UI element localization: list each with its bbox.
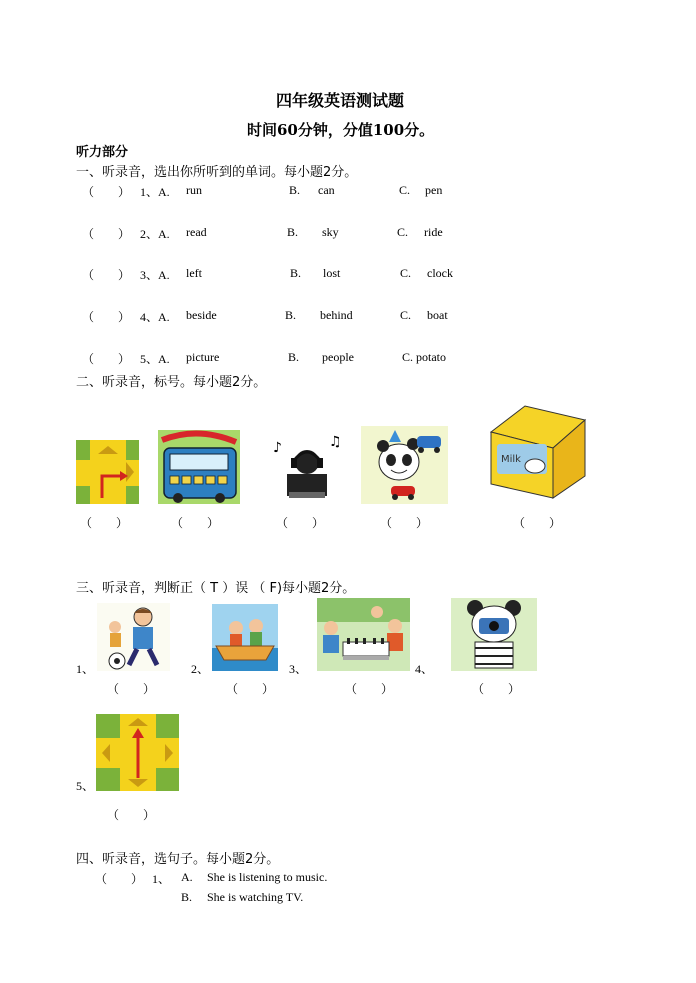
item-number: 3、 <box>289 662 308 676</box>
football-picture <box>97 603 170 671</box>
answer-blank[interactable]: （ ） <box>513 516 562 530</box>
item-number: 5、A. <box>140 352 170 366</box>
option-a: picture <box>186 350 220 364</box>
option-b-label: B. <box>289 183 301 197</box>
option-b: lost <box>323 266 341 280</box>
go-straight-picture <box>96 714 179 791</box>
listening-music-picture <box>267 426 347 502</box>
answer-blank[interactable]: （ ） <box>82 227 131 241</box>
option-c: ride <box>424 225 443 239</box>
section2-heading: 二、听录音，标号。每小题2分。 <box>76 375 267 390</box>
option-b-label: B. <box>181 890 193 904</box>
answer-blank[interactable]: （ ） <box>95 872 144 886</box>
option-c-label: C. <box>397 225 409 239</box>
turn-right-picture <box>76 440 139 504</box>
page-title: 四年级英语测试题 <box>276 91 405 110</box>
section4-heading: 四、听录音，选句子。每小题2分。 <box>76 852 280 867</box>
answer-blank[interactable]: （ ） <box>472 682 521 696</box>
option-b-label: B. <box>287 225 299 239</box>
boat-picture <box>212 604 278 671</box>
option-b-label: B. <box>285 308 297 322</box>
option-b: people <box>322 350 354 364</box>
item-number: 2、A. <box>140 227 170 241</box>
answer-blank[interactable]: （ ） <box>171 516 220 530</box>
item-number: 3、A. <box>140 268 170 282</box>
answer-blank[interactable]: （ ） <box>82 185 131 199</box>
milk-carton-picture <box>477 396 600 504</box>
answer-blank[interactable]: （ ） <box>80 516 129 530</box>
option-c: clock <box>427 266 453 280</box>
section3-heading: 三、听录音，判断正（ T ）误 （ F)每小题2分。 <box>76 581 356 596</box>
panda-cars-picture <box>361 426 448 504</box>
bus-picture <box>158 430 240 504</box>
answer-blank[interactable]: （ ） <box>380 516 429 530</box>
item-number: 4、A. <box>140 310 170 324</box>
option-b: behind <box>320 308 353 322</box>
answer-blank[interactable]: （ ） <box>226 682 275 696</box>
option-b: She is watching TV. <box>207 890 304 904</box>
option-a-label: A. <box>181 870 193 884</box>
answer-blank[interactable]: （ ） <box>107 808 156 822</box>
option-b-label: B. <box>288 350 300 364</box>
item-number: 2、 <box>191 662 210 676</box>
option-c-label: C. <box>399 183 411 197</box>
option-b: sky <box>322 225 339 239</box>
option-c-label: C. <box>400 266 412 280</box>
item-number: 5、 <box>76 779 95 793</box>
answer-blank[interactable]: （ ） <box>345 682 394 696</box>
svg-text:♪: ♪ <box>273 440 282 456</box>
option-b-label: B. <box>290 266 302 280</box>
item-number: 1、 <box>152 872 171 886</box>
answer-blank[interactable]: （ ） <box>82 268 131 282</box>
option-c: C. potato <box>402 350 446 364</box>
section1-heading: 一、听录音，选出你所听到的单词。每小题2分。 <box>76 165 358 180</box>
item-number: 1、A. <box>140 185 170 199</box>
option-a: read <box>186 225 207 239</box>
chess-picture <box>317 598 410 671</box>
svg-text:♫: ♫ <box>329 434 342 450</box>
answer-blank[interactable]: （ ） <box>107 682 156 696</box>
page-subtitle: 时间60分钟，分值100分。 <box>247 121 435 139</box>
answer-blank[interactable]: （ ） <box>82 352 131 366</box>
item-number: 1、 <box>76 662 95 676</box>
option-b: can <box>318 183 335 197</box>
option-c: boat <box>427 308 448 322</box>
answer-blank[interactable]: （ ） <box>82 310 131 324</box>
panda-camera-picture <box>451 598 537 671</box>
option-a: She is listening to music. <box>207 870 328 884</box>
answer-blank[interactable]: （ ） <box>276 516 325 530</box>
option-a: beside <box>186 308 217 322</box>
listening-label: 听力部分 <box>76 145 129 160</box>
option-c: pen <box>425 183 443 197</box>
milk-label: Milk <box>501 454 521 465</box>
option-a: left <box>186 266 202 280</box>
item-number: 4、 <box>415 662 434 676</box>
option-c-label: C. <box>400 308 412 322</box>
option-a: run <box>186 183 202 197</box>
